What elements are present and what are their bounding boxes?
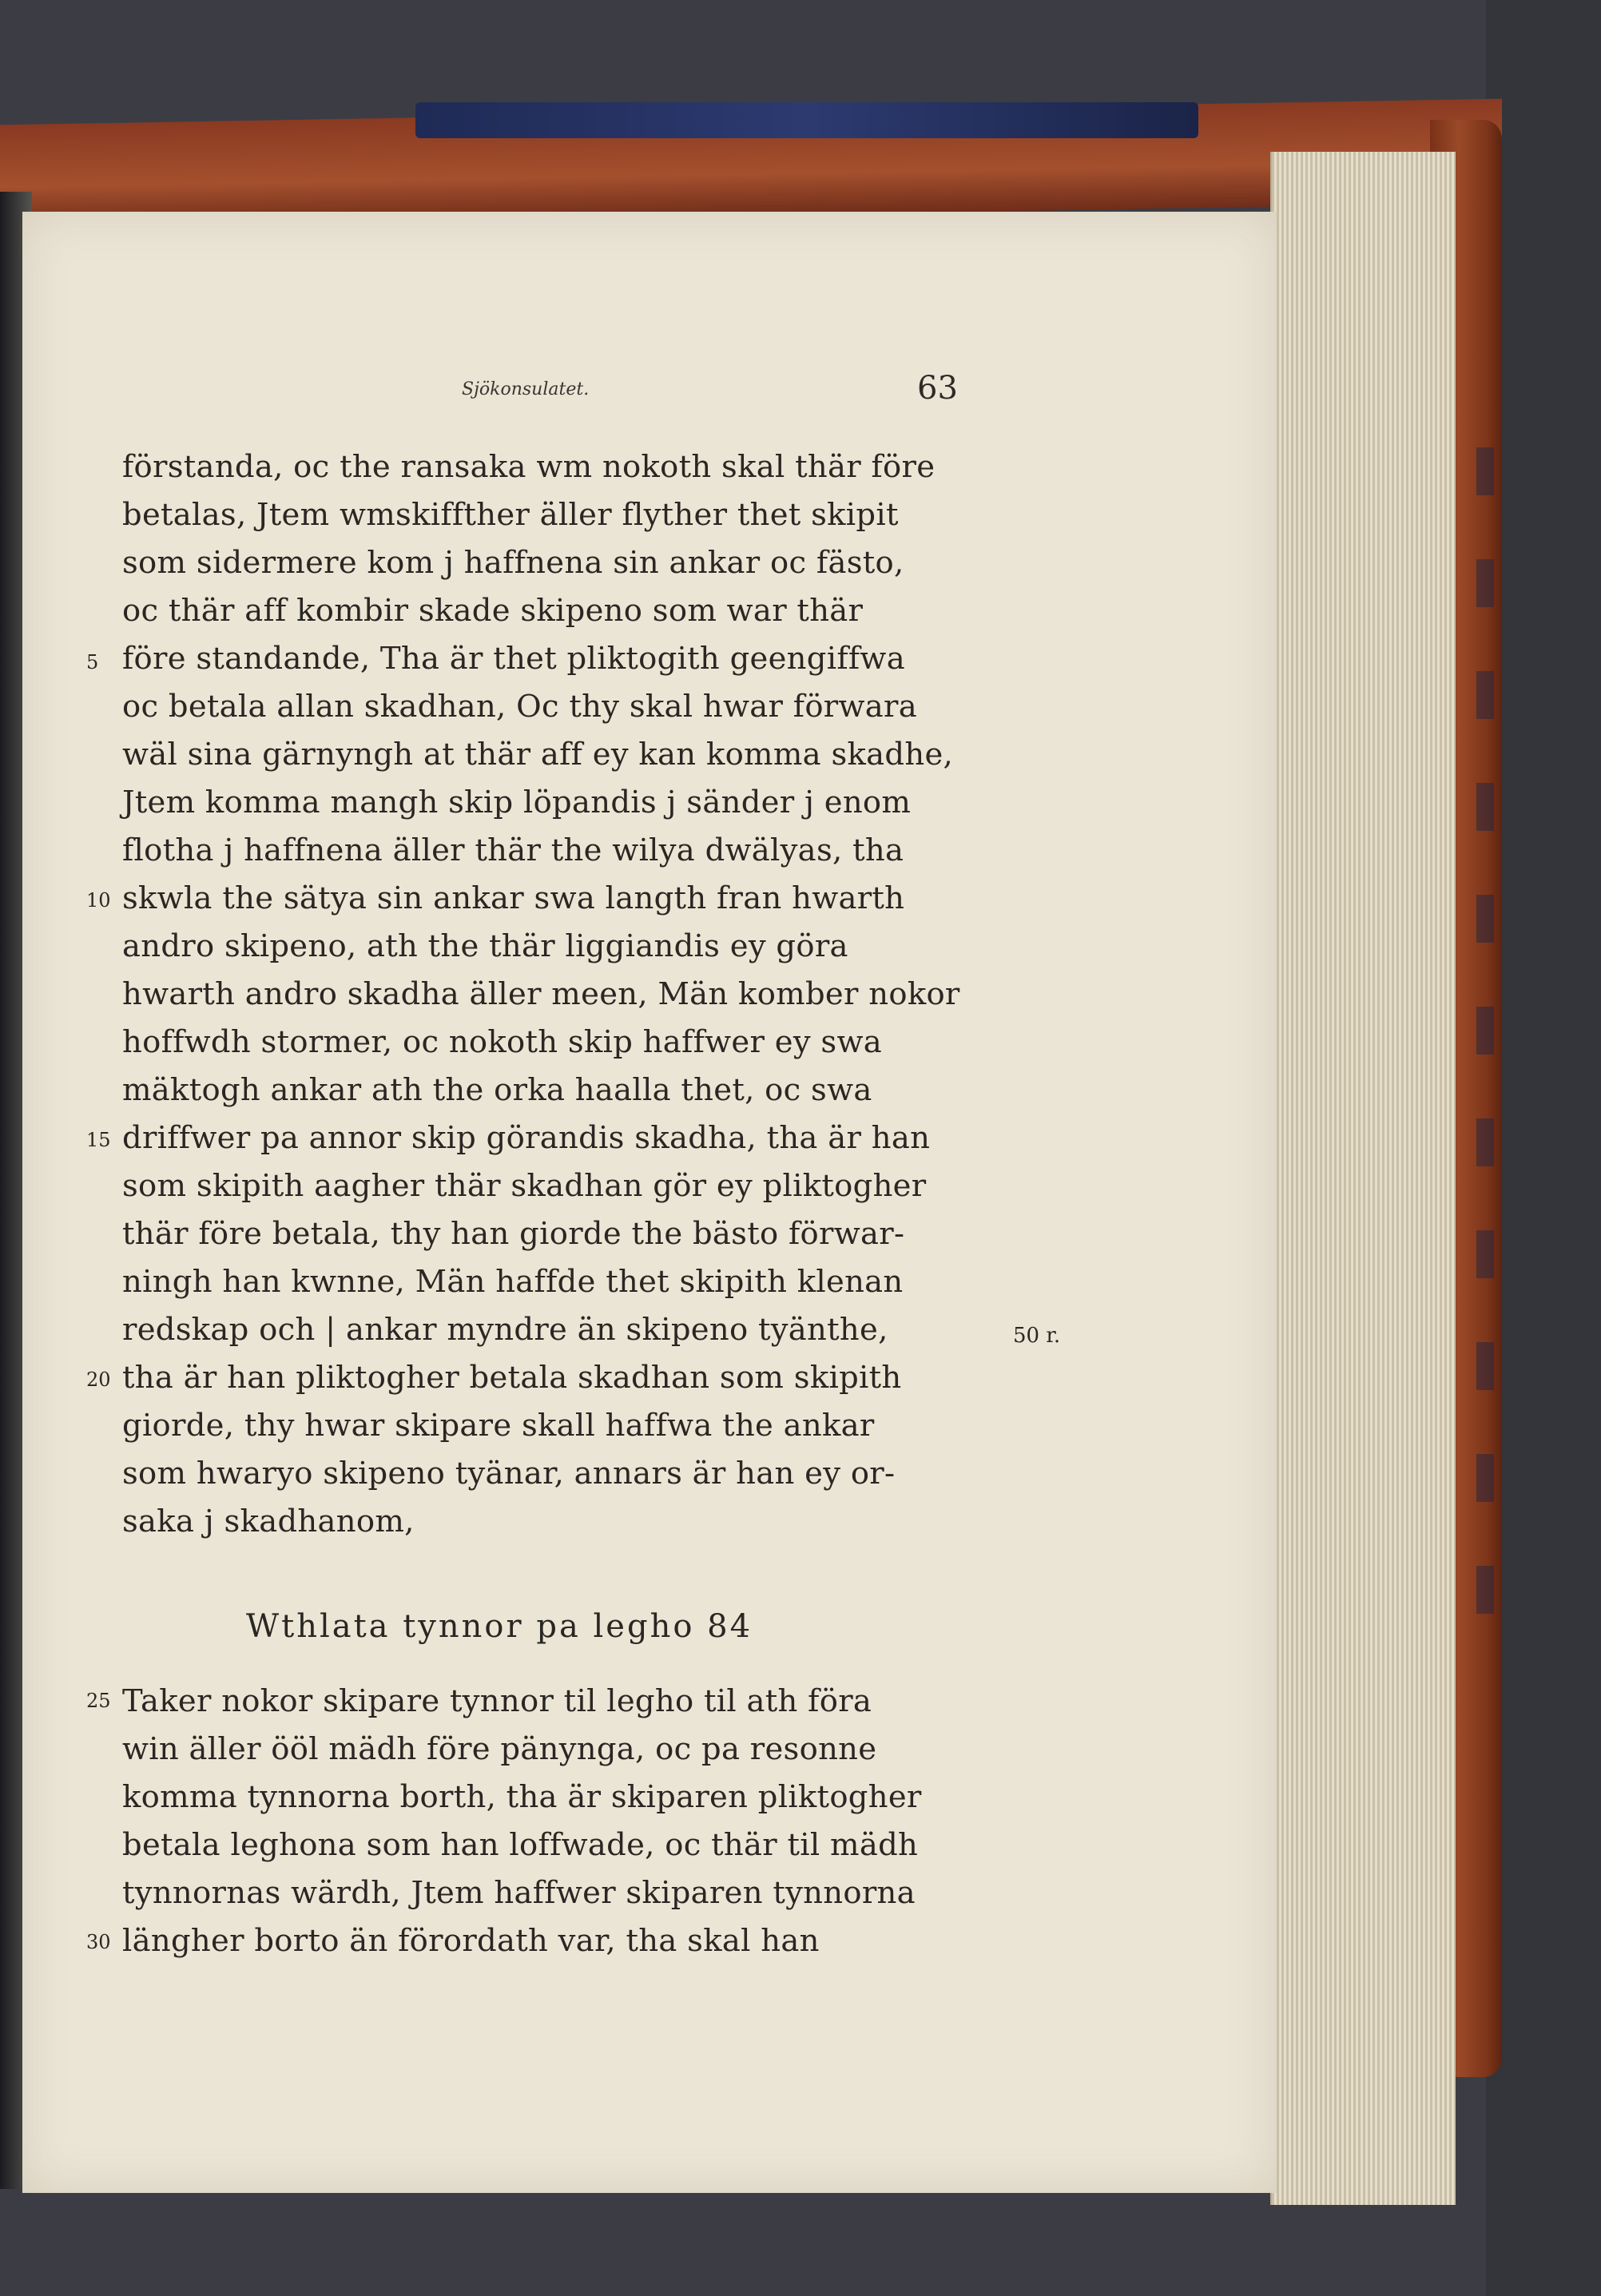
line-number: 10 bbox=[86, 889, 111, 912]
page-edges bbox=[1270, 152, 1456, 2205]
line-number: 25 bbox=[86, 1690, 111, 1712]
text-line: som hwaryo skipeno tyänar, annars är han ey or- bbox=[122, 1456, 896, 1492]
text-line: hwarth andro skadha äller meen, Män komber nokor bbox=[122, 976, 960, 1012]
section-heading: Wthlata tynnor pa legho 84 bbox=[246, 1608, 753, 1645]
cover-spine-band bbox=[415, 102, 1198, 138]
text-line: Jtem komma mangh skip löpandis j sänder j enom bbox=[122, 785, 912, 820]
text-line: driffwer pa annor skip görandis skadha, tha är han bbox=[122, 1120, 931, 1156]
text-line: oc betala allan skadhan, Oc thy skal hwar förwara bbox=[122, 689, 917, 725]
text-line: betala leghona som han loffwade, oc thär til mädh bbox=[122, 1827, 919, 1863]
text-line: förstanda, oc the ransaka wm nokoth skal thär före bbox=[122, 449, 936, 485]
text-line: längher borto än förordath var, tha skal han bbox=[122, 1923, 820, 1959]
text-line: thär före betala, thy han giorde the bästo förwar- bbox=[122, 1216, 905, 1252]
page-number: 63 bbox=[917, 370, 958, 407]
text-line: giorde, thy hwar skipare skall haffwa the ankar bbox=[122, 1408, 875, 1444]
text-line: flotha j haffnena äller thär the wilya dwälyas, tha bbox=[122, 832, 904, 868]
margin-note: 50 r. bbox=[1013, 1324, 1061, 1348]
text-line: Taker nokor skipare tynnor til legho til ath föra bbox=[122, 1683, 872, 1719]
text-line: före standande, Tha är thet pliktogith geengiffwa bbox=[122, 641, 905, 677]
text-line: som skipith aagher thär skadhan gör ey pliktogher bbox=[122, 1168, 927, 1204]
text-line: oc thär aff kombir skade skipeno som war thär bbox=[122, 593, 864, 629]
text-line: saka j skadhanom, bbox=[122, 1504, 415, 1539]
line-number: 5 bbox=[86, 651, 99, 673]
text-line: tynnornas wärdh, Jtem haffwer skiparen tynnorna bbox=[122, 1875, 916, 1911]
text-line: komma tynnorna borth, tha är skiparen pliktogher bbox=[122, 1779, 922, 1815]
text-line: andro skipeno, ath the thär liggiandis ey göra bbox=[122, 928, 848, 964]
text-line: mäktogh ankar ath the orka haalla thet, oc swa bbox=[122, 1072, 872, 1108]
text-line: som sidermere kom j haffnena sin ankar oc fästo, bbox=[122, 545, 904, 581]
book-page bbox=[22, 212, 1277, 2193]
line-number: 20 bbox=[86, 1368, 111, 1391]
text-line: betalas, Jtem wmskiffther äller flyther thet skipit bbox=[122, 497, 899, 533]
text-line: hoffwdh stormer, oc nokoth skip haffwer ey swa bbox=[122, 1024, 882, 1060]
text-line: tha är han pliktogher betala skadhan som skipith bbox=[122, 1360, 902, 1396]
cover-decoration bbox=[1476, 447, 1494, 1646]
text-line: win äller ööl mädh före pänynga, oc pa resonne bbox=[122, 1731, 877, 1767]
text-line: ningh han kwnne, Män haffde thet skipith klenan bbox=[122, 1264, 904, 1300]
text-line: redskap och | ankar myndre än skipeno tyänthe, bbox=[122, 1312, 888, 1348]
text-line: skwla the sätya sin ankar swa langth fran hwarth bbox=[122, 880, 905, 916]
background-right bbox=[1486, 0, 1601, 2296]
line-number: 15 bbox=[86, 1129, 111, 1151]
text-line: wäl sina gärnyngh at thär aff ey kan komma skadhe, bbox=[122, 737, 954, 773]
line-number: 30 bbox=[86, 1931, 111, 1953]
running-head: Sjökonsulatet. bbox=[462, 379, 590, 399]
